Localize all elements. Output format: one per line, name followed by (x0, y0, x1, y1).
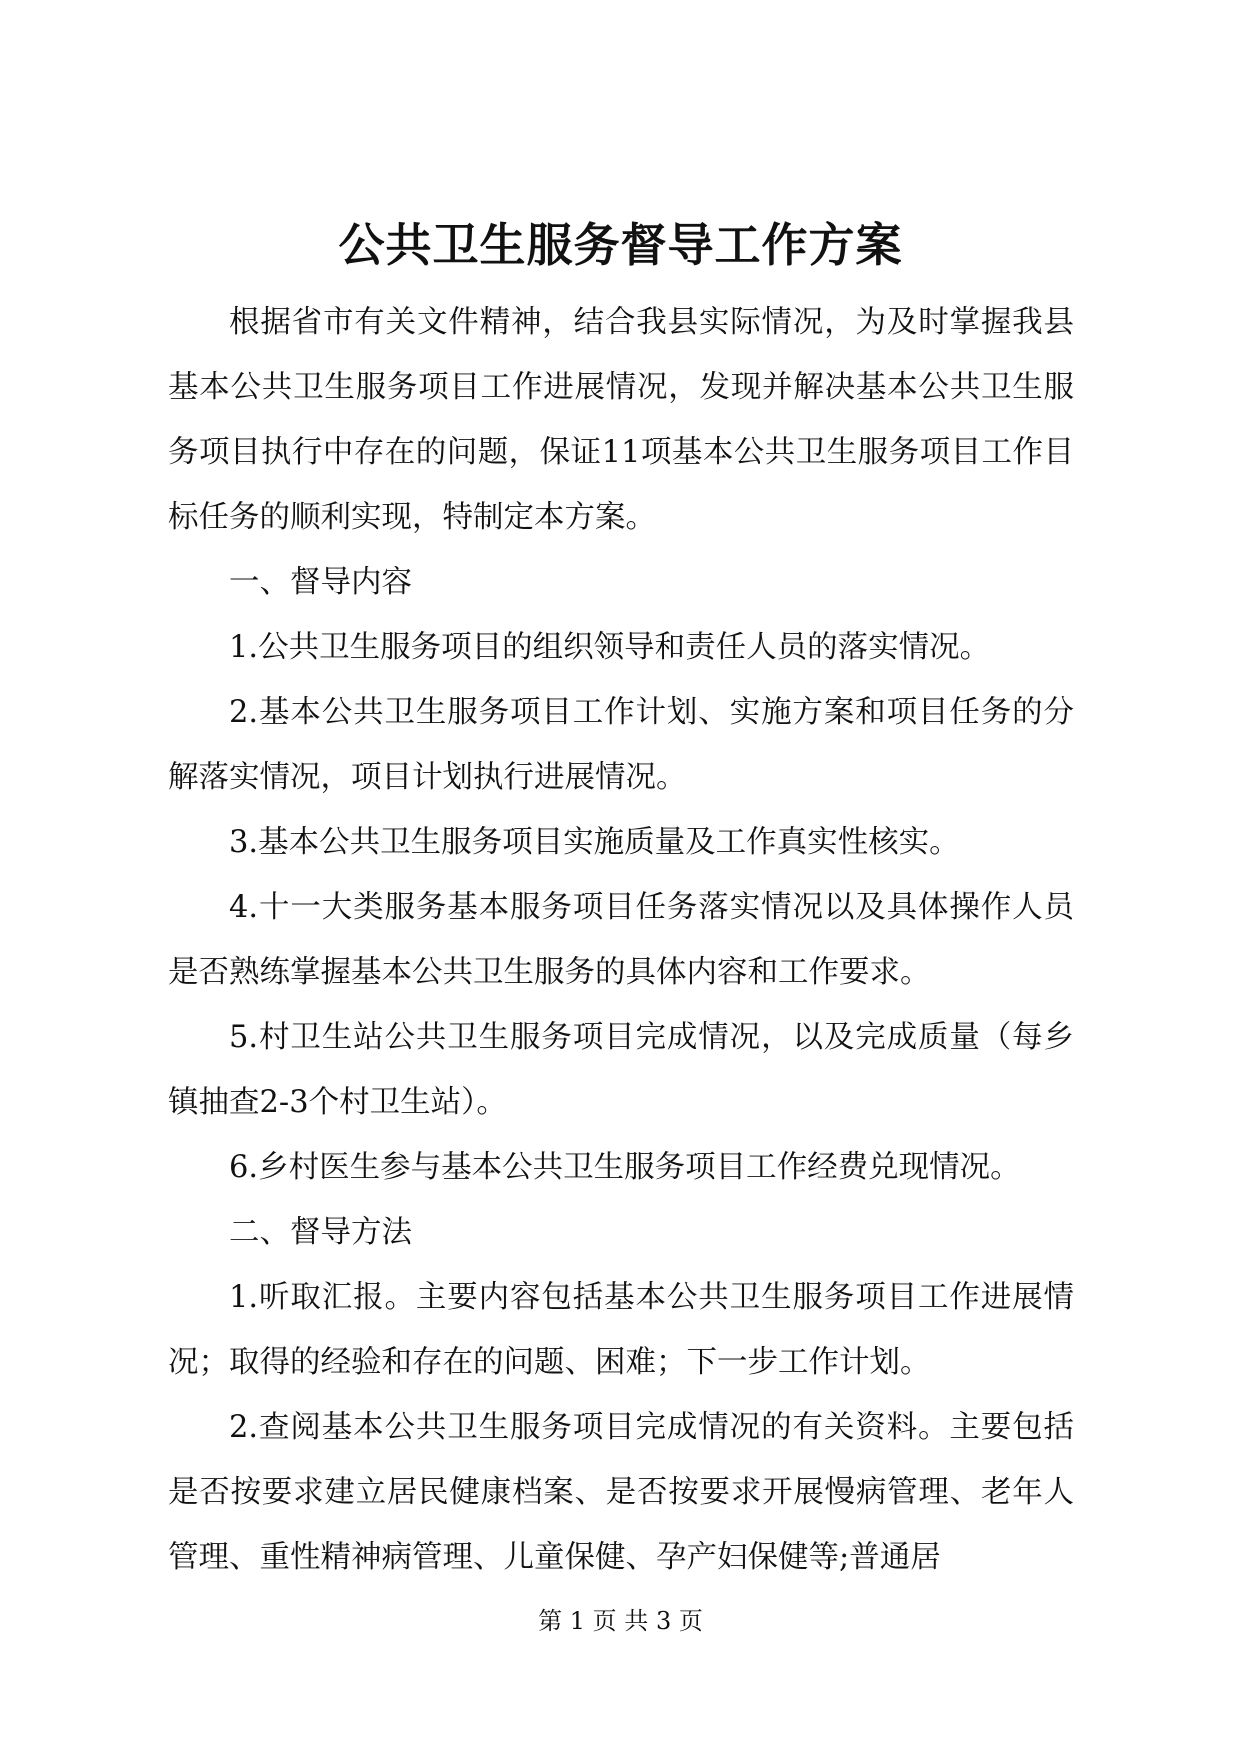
section-heading-supervision-content: 一、督导内容 (229, 565, 412, 600)
content-item-3: 3.基本公共卫生服务项目实施质量及工作真实性核实。 (229, 825, 960, 860)
section-heading-supervision-method: 二、督导方法 (229, 1215, 412, 1250)
page-number-footer: 第 1 页 共 3 页 (538, 1607, 703, 1635)
document-title: 公共卫生服务督导工作方案 (338, 218, 903, 272)
document-body (168, 290, 1074, 1590)
content-item-4: 4.十一大类服务基本服务项目任务落实情况以及具体操作人员是否熟练掌握基本公共卫生服务的具体内容和工作要求。 (168, 890, 1074, 990)
method-item-1: 1.听取汇报。主要内容包括基本公共卫生服务项目工作进展情况；取得的经验和存在的问题、困难；下一步工作计划。 (168, 1280, 1074, 1380)
method-item-2: 2.查阅基本公共卫生服务项目完成情况的有关资料。主要包括是否按要求建立居民健康档案、是否按要求开展慢病管理、老年人管理、重性精神病管理、儿童保健、孕产妇保健等;普通居 (168, 1410, 1074, 1575)
content-item-5: 5.村卫生站公共卫生服务项目完成情况，以及完成质量（每乡镇抽查2-3个村卫生站）。 (168, 1020, 1074, 1120)
intro-paragraph: 根据省市有关文件精神，结合我县实际情况，为及时掌握我县基本公共卫生服务项目工作进展情况，发现并解决基本公共卫生服务项目执行中存在的问题，保证11项基本公共卫生服务项目工作目标任务的顺利实现，特制定本方案。 (168, 305, 1074, 535)
content-item-1: 1.公共卫生服务项目的组织领导和责任人员的落实情况。 (229, 630, 991, 665)
content-item-6: 6.乡村医生参与基本公共卫生服务项目工作经费兑现情况。 (229, 1150, 1021, 1185)
content-item-2: 2.基本公共卫生服务项目工作计划、实施方案和项目任务的分解落实情况，项目计划执行进展情况。 (168, 695, 1074, 795)
